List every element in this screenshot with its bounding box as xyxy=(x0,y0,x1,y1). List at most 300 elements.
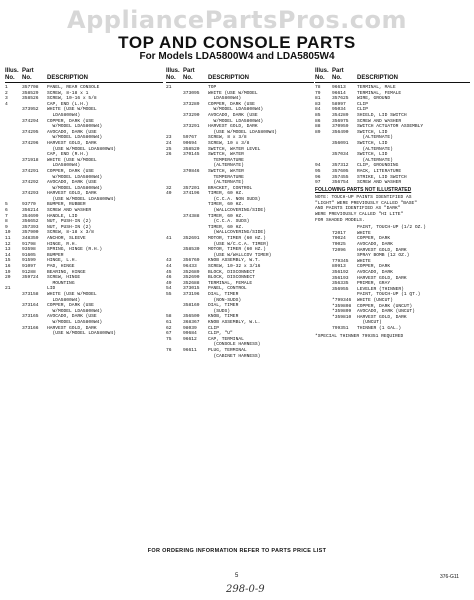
page-number: 5 xyxy=(235,573,239,579)
illus-number: 79 xyxy=(315,90,321,96)
illus-number xyxy=(166,202,183,213)
section-heading: FOLLOWING PARTS NOT ILLUSTRATED xyxy=(315,186,412,193)
part-description: SWITCH, WATER TEMPERATURE (ALTERNATE) xyxy=(208,168,244,186)
part-number: 373289 xyxy=(183,101,200,107)
part-row xyxy=(5,275,163,286)
illus-number: 58 xyxy=(166,314,172,320)
part-description: KNOB ASSEMBLY, W.L. xyxy=(208,319,261,325)
illus-number xyxy=(5,303,22,314)
illus-number xyxy=(5,292,22,303)
part-number: 96611 xyxy=(183,347,197,353)
illus-number: 26 xyxy=(166,152,172,158)
part-description: SCREW, 10 x 3/8 xyxy=(208,140,250,146)
part-description: PANEL, CONTROL xyxy=(208,286,247,292)
part-description: TIMER, 60 HZ. (WALLCOVERING/SIDE) xyxy=(208,224,266,236)
illus-number: 49 xyxy=(166,280,172,286)
part-number: 356335 xyxy=(332,281,349,287)
header-illus: Illus. xyxy=(166,68,180,74)
part-number: *359810 xyxy=(332,314,352,320)
part-description: WHITE (UNCUT) xyxy=(357,297,393,303)
header-description: DESCRIPTION xyxy=(47,75,89,81)
illus-number: 54 xyxy=(166,286,172,292)
part-description: AVOCADO, DARK (USE W/MODEL LDA5800W4) xyxy=(47,314,103,325)
illus-number xyxy=(5,169,22,180)
parts-column-3 xyxy=(315,68,470,339)
part-number: 91288 xyxy=(22,269,36,275)
header-part-no: No. xyxy=(183,75,193,81)
illus-number: 97 xyxy=(315,180,321,186)
illus-number: 40 xyxy=(166,191,172,197)
part-description: TIMER, 60 HZ. (C.C.A. NON SUDS) xyxy=(208,191,261,202)
illus-number: 10 xyxy=(5,230,11,236)
part-number: 370846 xyxy=(183,168,200,174)
part-number: 99684 xyxy=(183,331,197,337)
part-description: HARVEST GOLD, DARK (UNCUT) xyxy=(357,314,407,326)
part-number: 373166 xyxy=(22,325,39,331)
part-row xyxy=(315,141,470,152)
part-number: 357312 xyxy=(332,163,349,169)
part-number xyxy=(183,202,208,213)
part-description: SWITCH, LID (ALTERNATE) xyxy=(357,140,393,152)
part-number: 357201 xyxy=(183,185,200,191)
illus-number xyxy=(315,326,332,332)
part-number: 373196 xyxy=(183,291,200,297)
part-number: 374294 xyxy=(22,118,39,124)
watermark: AppliancePartsPros.com xyxy=(67,6,407,34)
part-description: COPPER, DARK (USE W/MODEL LDA5800W4) xyxy=(208,101,264,113)
part-number: 72017 xyxy=(332,230,346,236)
illus-number: 85 xyxy=(315,112,321,118)
header-description: DESCRIPTION xyxy=(208,75,250,81)
header-part: Part xyxy=(22,68,34,74)
part-number: 357393 xyxy=(22,224,39,230)
part-number: 70025 xyxy=(332,242,346,248)
page-subtitle: For Models LDA5800W4 and LDA5805W4 xyxy=(139,51,335,62)
part-description: HARVEST GOLD, DARK (USE W/MODEL LDA5800W4) xyxy=(47,140,116,152)
header-part: Part xyxy=(183,68,195,74)
part-number: 356500 xyxy=(183,314,200,320)
part-number xyxy=(183,225,208,236)
part-description: LEVELER (THINNER) xyxy=(357,286,404,292)
part-description: AVOCADO, DARK (UNCUT) xyxy=(357,309,415,315)
part-number: 356193 xyxy=(332,275,349,281)
illus-number xyxy=(5,326,22,337)
illus-number: 16 xyxy=(5,264,11,269)
part-description: WHITE (USE W/MODEL LDA5800W4) xyxy=(47,157,97,169)
illus-number: 45 xyxy=(166,269,172,275)
part-description: TIMER, 60 HZ. (WALLCOVERING/SIDE) xyxy=(208,202,266,214)
part-number: 91605 xyxy=(22,252,36,258)
part-description: CLIP xyxy=(208,325,220,331)
part-description: COPPER, DARK xyxy=(357,236,391,242)
part-description: NUT, PUSH-IN (2) xyxy=(47,224,92,230)
part-description: AVOCADO, DARK xyxy=(357,270,393,275)
part-description: WIRE, GROUND xyxy=(357,96,391,102)
part-number: 779345 xyxy=(332,258,349,264)
column-header-bottom xyxy=(315,75,470,83)
part-number: 357900 xyxy=(22,230,39,236)
part-description: TIMER, 60 HZ. (C.C.A. SUDS) xyxy=(208,213,250,225)
part-number: 374295 xyxy=(22,129,39,135)
illus-number: 11 xyxy=(5,236,11,242)
illus-number: 3 xyxy=(5,96,8,102)
illus-number: 76 xyxy=(166,347,172,353)
part-number: 368367 xyxy=(183,319,200,325)
illus-number: 41 xyxy=(166,236,172,242)
part-description: COPPER, DARK (USE W/MODEL LDA5800W4) xyxy=(47,303,103,314)
part-number: 358520 xyxy=(183,146,200,152)
part-number: 356754 xyxy=(332,180,349,186)
part-description: SCREW, HINGE MOUNTING xyxy=(47,275,81,286)
part-description: HARVEST GOLD, DARK (USE W/MODEL LDA5800W4) xyxy=(47,191,116,202)
illus-number xyxy=(315,152,332,163)
part-description: CAP, END (R.H.) xyxy=(47,152,89,158)
part-description: CLIP xyxy=(357,107,369,113)
illus-number xyxy=(5,158,22,169)
part-number: 358529 xyxy=(22,90,39,96)
illus-number xyxy=(5,119,22,130)
part-number: 93598 xyxy=(22,247,36,253)
part-row xyxy=(166,225,314,236)
illus-number: 44 xyxy=(166,264,172,269)
illus-number: 89 xyxy=(315,129,321,135)
part-number: 374388 xyxy=(183,213,200,219)
part-number: 93770 xyxy=(22,202,36,208)
part-row xyxy=(5,303,163,314)
part-description: AVOCADO, DARK (USE W/MODEL LDA5800W4) xyxy=(208,112,264,124)
part-description: HINGE, R.H. xyxy=(47,241,78,247)
part-description: COPPER, DARK (USE W/MODEL LDA5800W4) xyxy=(47,168,103,180)
part-row xyxy=(166,247,314,258)
part-number: 96614 xyxy=(332,90,346,96)
part-description: SWITCH ACTUATOR ASSEMBLY xyxy=(357,124,424,130)
part-description: WHITE xyxy=(357,258,371,264)
part-row xyxy=(166,303,314,314)
part-description: SCREW, 8 x 3/8 xyxy=(208,135,247,141)
part-row xyxy=(5,180,163,191)
part-description: ANCHOR, SLEEVE xyxy=(47,236,86,242)
special-thinner-note: *SPECIAL THINNER 799351 REQUIRED xyxy=(315,333,404,339)
part-number: 58997 xyxy=(332,101,346,107)
part-description: COPPER, DARK xyxy=(357,264,391,270)
part-description: CLIP, "U" xyxy=(208,331,233,337)
part-description: STRIKE, LID SWITCH xyxy=(357,174,407,180)
illus-number: 81 xyxy=(315,96,321,102)
part-number: 70024 xyxy=(332,236,346,242)
part-description: PAD, HINGE xyxy=(47,264,75,269)
column-header-top xyxy=(166,68,314,75)
part-number: 354289 xyxy=(332,112,349,118)
part-row xyxy=(166,152,314,169)
part-description: SCREW, 10-16 x 5/8 xyxy=(47,96,97,102)
header-part-no: No. xyxy=(22,75,32,81)
part-description: BUMPER, RUBBER xyxy=(47,202,86,208)
illus-number xyxy=(315,315,332,326)
part-row xyxy=(315,130,470,141)
part-number: 91097 xyxy=(22,264,36,269)
part-row xyxy=(5,141,163,152)
part-number: 96612 xyxy=(183,336,197,342)
illus-number xyxy=(5,314,22,325)
part-number: 357605 xyxy=(332,168,349,174)
illus-number: 46 xyxy=(166,275,172,281)
illus-number xyxy=(5,180,22,191)
part-description: TERMINAL, FEMALE xyxy=(208,280,253,286)
illus-number: 5 xyxy=(5,202,8,208)
part-description: SWITCH, WATER TEMPERATURE (ALTERNATE) xyxy=(208,152,244,169)
illus-number: 83 xyxy=(315,101,321,107)
illus-number: 1 xyxy=(5,85,8,90)
illus-number: 96 xyxy=(315,174,321,180)
part-number: 356091 xyxy=(332,140,349,146)
part-number: 72096 xyxy=(332,247,346,253)
part-row xyxy=(166,91,314,102)
part-number: 357708 xyxy=(22,85,39,90)
part-number: 357625 xyxy=(332,96,349,102)
illus-number: 86 xyxy=(315,118,321,124)
part-number: 373290 xyxy=(183,112,200,118)
part-description: TERMINAL, MALE xyxy=(357,85,396,90)
part-description: HARVEST GOLD, DARK (USE W/MODEL LDA5800W4) xyxy=(47,325,116,337)
part-description: PRIMER, GRAY xyxy=(357,281,391,287)
part-number: 356214 xyxy=(22,208,39,214)
part-description: SWITCH, WATER LEVEL xyxy=(208,146,261,152)
header-part: Part xyxy=(332,68,344,74)
part-description: WHITE xyxy=(357,230,371,236)
part-description: DIAL, TIMER (SUDS) xyxy=(208,303,239,314)
part-row xyxy=(166,236,314,247)
header-illus: Illus. xyxy=(5,68,19,74)
part-row xyxy=(166,337,314,348)
part-description: RACK, LITERATURE xyxy=(357,168,402,174)
illus-number: 21 xyxy=(5,286,11,292)
part-description: AVOCADO, DARK (USE W/MODEL LDA5800W4) xyxy=(47,129,103,141)
part-row xyxy=(315,326,470,332)
part-number: 373952 xyxy=(22,107,39,113)
parts-list xyxy=(315,85,470,186)
part-row xyxy=(315,315,470,326)
illus-number: 14 xyxy=(5,252,11,258)
illus-number xyxy=(5,107,22,118)
part-number: 799351 xyxy=(332,325,349,331)
illus-number: 95 xyxy=(315,168,321,174)
part-description: DIAL, TIMER (NON-SUDS) xyxy=(208,291,242,303)
part-number: 359724 xyxy=(22,275,39,281)
part-number: 373165 xyxy=(22,314,39,320)
part-number: 370959 xyxy=(332,124,349,130)
illus-number: 7 xyxy=(5,213,8,219)
part-row xyxy=(166,169,314,186)
part-description: LID xyxy=(47,286,56,292)
part-description: BEARING, HINGE xyxy=(47,269,86,275)
part-row xyxy=(166,214,314,225)
illus-number: 21 xyxy=(166,85,172,90)
part-description: HARVEST GOLD, DARK (USE W/MODEL LDA5800W4) xyxy=(208,124,277,135)
part-number: 352689 xyxy=(183,269,200,275)
part-description: PAINT, TOUCH-UP (1 QT.) xyxy=(357,292,421,298)
part-number: 358530 xyxy=(183,247,200,253)
part-description: SPRAY BOMB (12 OZ.) xyxy=(357,253,410,259)
part-row xyxy=(166,191,314,202)
parts-column-1 xyxy=(5,68,163,337)
part-description: SCREW, 8-18 x 3/8 xyxy=(47,230,94,236)
illus-number: 13 xyxy=(5,247,11,253)
part-number: 348359 xyxy=(22,236,39,242)
illus-number: 23 xyxy=(166,135,172,141)
part-description: CLIP, GROUNDING xyxy=(357,163,399,169)
part-number: 356769 xyxy=(183,258,200,264)
part-number: 374293 xyxy=(22,191,39,197)
illus-number xyxy=(166,303,183,314)
part-number: 352688 xyxy=(183,280,200,286)
part-number: 358526 xyxy=(22,96,39,102)
part-number: 96433 xyxy=(183,264,197,269)
header-illus: Illus. xyxy=(315,68,329,74)
part-description: HANDLE, LID xyxy=(47,213,78,219)
illus-number: 19 xyxy=(5,269,11,275)
illus-number xyxy=(5,141,22,152)
part-description: HARVEST GOLD, DARK xyxy=(357,275,407,281)
paint-list xyxy=(315,225,470,331)
part-description: CLIP xyxy=(357,101,369,107)
illus-number xyxy=(166,102,183,113)
part-number: 357034 xyxy=(332,152,349,158)
part-number: 91798 xyxy=(22,241,36,247)
part-description: SWITCH, LID (ALTERNATE) xyxy=(357,152,393,163)
part-description: WHITE (USE W/MODEL LDA5800W4) xyxy=(47,107,97,118)
part-row xyxy=(166,113,314,124)
part-description: PLUG, TERMINAL (CABINET HARNESS) xyxy=(208,347,261,359)
illus-number: 61 xyxy=(166,319,172,325)
parts-list xyxy=(5,85,163,337)
part-number: 90694 xyxy=(183,140,197,146)
header-no: No. xyxy=(315,75,325,81)
part-description: BLOCK, DISCONNECT xyxy=(208,269,255,275)
part-row xyxy=(5,158,163,169)
part-description: KNOB, TIMER xyxy=(208,314,239,320)
part-description: MOTOR, TIMER (60 HZ.) (USE W/C.C.A. TIMER) xyxy=(208,236,269,247)
part-row xyxy=(5,130,163,141)
part-description: SCREW, 10-32 x 3/16 xyxy=(208,264,261,269)
part-description: AVOCADO, DARK xyxy=(357,242,393,248)
parts-list xyxy=(166,85,314,359)
part-number: 374296 xyxy=(22,140,39,146)
part-description: COPPER, DARK (USE W/MODEL LDA5800W4) xyxy=(47,118,103,130)
page-title: TOP AND CONSOLE PARTS xyxy=(118,33,356,52)
illus-number: 24 xyxy=(166,140,172,146)
illus-number xyxy=(5,130,22,141)
part-number: *359809 xyxy=(332,309,352,315)
part-number: 373164 xyxy=(22,303,39,309)
part-number: 373291 xyxy=(183,124,200,130)
part-number: 356955 xyxy=(332,286,349,292)
part-description: SCREW AND WASHER xyxy=(357,118,402,124)
part-number: 374291 xyxy=(22,168,39,174)
ordering-info-footer: FOR ORDERING INFORMATION REFER TO PARTS PRICE LIST xyxy=(147,548,327,554)
illus-number: 84 xyxy=(315,107,321,113)
illus-number: 25 xyxy=(166,146,172,152)
document-number: 376-G11 xyxy=(440,574,460,580)
part-row xyxy=(166,124,314,135)
header-no: No. xyxy=(166,75,176,81)
part-description: CAP, TERMINAL (CONSOLE HARNESS) xyxy=(208,336,261,348)
part-number: 91599 xyxy=(22,258,36,264)
part-description: BLOCK, DISCONNECT xyxy=(208,275,255,281)
part-number: 96613 xyxy=(332,85,346,90)
part-row xyxy=(5,292,163,303)
part-description: THINNER (1 GAL.) xyxy=(357,325,402,331)
illus-number: 9 xyxy=(5,224,8,230)
illus-number: 32 xyxy=(166,185,172,191)
illus-number: 12 xyxy=(5,241,11,247)
part-row xyxy=(5,107,163,118)
part-description: AVOCADO, DARK (USE W/MODEL LDA5800W4) xyxy=(47,180,103,191)
handwritten-note: 298-0-9 xyxy=(226,584,265,595)
illus-number: 6 xyxy=(5,208,8,214)
part-description: NUT, PUSH-IN (2) xyxy=(47,219,92,225)
part-row xyxy=(5,314,163,325)
illus-number xyxy=(166,214,183,225)
illus-number: 62 xyxy=(166,325,172,331)
part-row xyxy=(166,292,314,303)
part-number: 356192 xyxy=(332,270,349,275)
part-number: *799346 xyxy=(332,297,352,303)
parts-column-2 xyxy=(166,68,314,359)
part-description: TOP xyxy=(208,85,217,90)
column-header-top xyxy=(5,68,163,75)
part-number: 95034 xyxy=(332,107,346,113)
part-description: HINGE, L.H. xyxy=(47,258,78,264)
illus-number: 94 xyxy=(315,163,321,169)
part-row xyxy=(5,119,163,130)
part-description: KNOB ASSEMBLY, W.T. xyxy=(208,258,261,264)
illus-number: 55 xyxy=(166,291,172,297)
part-description: WHITE (USE W/MODEL LDA5800W4) xyxy=(47,291,97,303)
part-row xyxy=(5,169,163,180)
part-description: SCREW AND WASHER xyxy=(357,180,402,186)
part-description: BRACKET, CONTROL xyxy=(208,185,253,191)
header-description: DESCRIPTION xyxy=(357,75,399,81)
part-number: 356490 xyxy=(332,129,349,135)
illus-number: 67 xyxy=(166,331,172,337)
part-description: CAP, END (L.H.) xyxy=(47,101,89,107)
part-number: 356652 xyxy=(22,219,39,225)
illus-number: 15 xyxy=(5,258,11,264)
part-number: 373158 xyxy=(22,291,39,297)
column-header-bottom xyxy=(166,75,314,83)
part-description: SCREW, 8-18 x 1 xyxy=(47,90,89,96)
part-description: TERMINAL, FEMALE xyxy=(357,90,402,96)
illus-number xyxy=(315,141,332,152)
part-row xyxy=(166,348,314,359)
part-description: BUMPER xyxy=(47,252,64,258)
illus-number xyxy=(166,124,183,135)
illus-number xyxy=(166,225,183,236)
column-header-bottom xyxy=(5,75,163,83)
part-number: *359808 xyxy=(332,303,352,309)
illus-number: 8 xyxy=(5,219,8,225)
part-number: 352691 xyxy=(183,236,200,242)
illus-number: 78 xyxy=(315,85,321,90)
part-row xyxy=(5,191,163,202)
illus-number: 4 xyxy=(5,101,8,107)
illus-number: 88 xyxy=(315,124,321,130)
part-number: 370145 xyxy=(183,152,200,158)
illus-number xyxy=(166,113,183,124)
illus-number xyxy=(166,169,183,186)
part-number: 356975 xyxy=(332,118,349,124)
illus-number: 20 xyxy=(5,275,11,281)
